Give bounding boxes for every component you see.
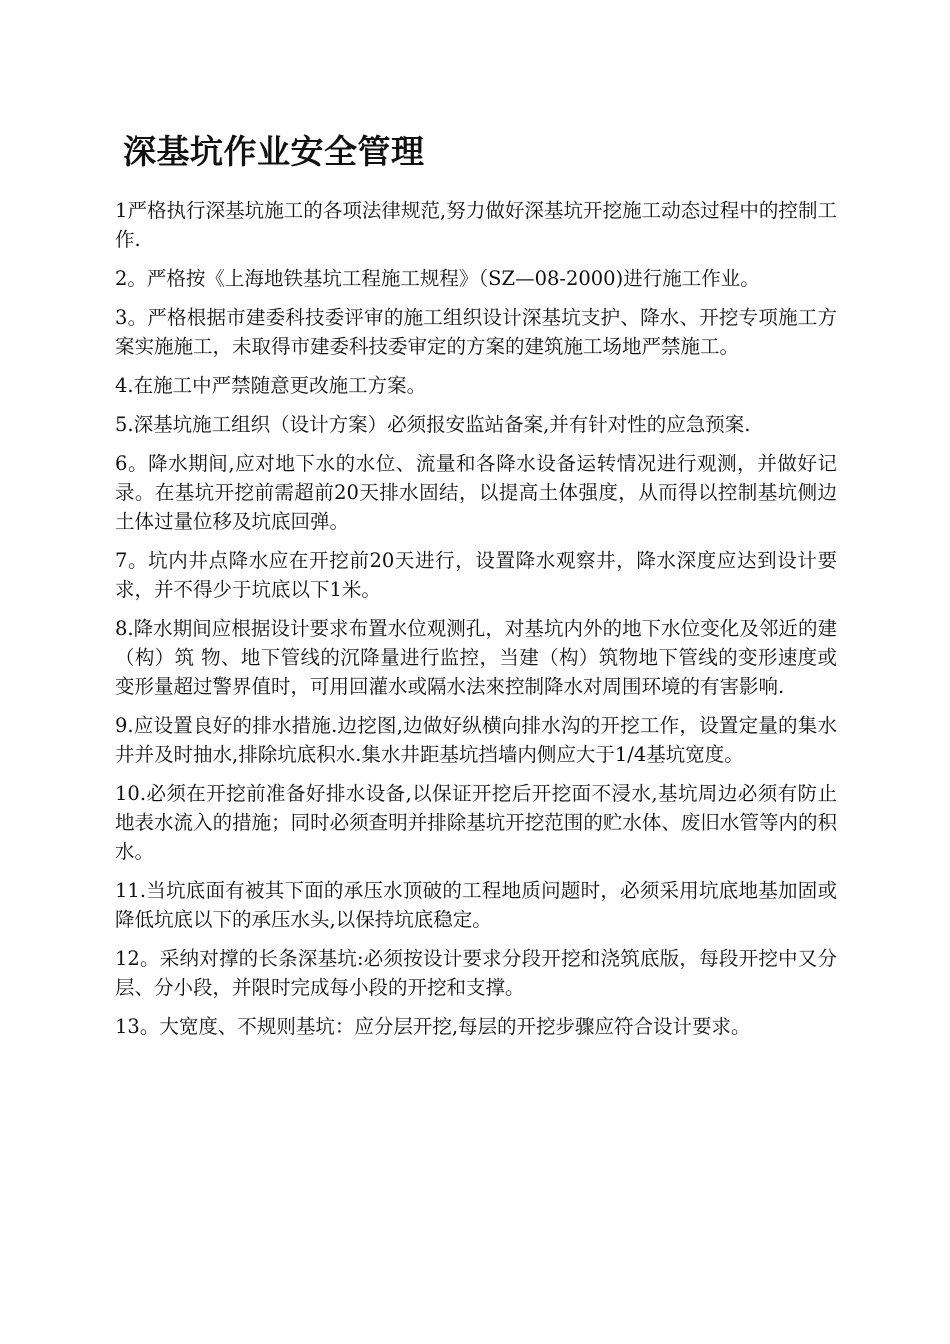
- paragraph-6: 6。降水期间,应对地下水的水位、流量和各降水设备运转情况进行观测，并做好记录。在基坑开挖前需超前20天排水固结，以提高土体强度，从而得以控制基坑侧边土体过量位移及坑底回弹。: [115, 452, 837, 533]
- paragraph-13: 13。大宽度、不规则基坑：应分层开挖,每层的开挖步骤应符合设计要求。: [115, 1015, 751, 1038]
- paragraph-4: 4.在施工中严禁随意更改施工方案。: [115, 374, 427, 397]
- document-title: 深基坑作业安全管理: [123, 132, 425, 171]
- paragraph-8: 8.降水期间应根据设计要求布置水位观测孔，对基坑内外的地下水位变化及邻近的建（构）筑 物、地下管线的沉降量进行监控，当建（构）筑物地下管线的变形速度或变形量超过警界值时，可用回灌水或隔水法來控制降水对周围环境的有害影响.: [115, 617, 837, 698]
- paragraph-2: 2。严格按《上海地铁基坑工程施工规程》（SZ—08-2000)进行施工作业。: [115, 267, 760, 290]
- paragraph-1: 1严格执行深基坑施工的各项法律规范,努力做好深基坑开挖施工动态过程中的控制工作.: [115, 199, 837, 251]
- paragraph-7: 7。坑内井点降水应在开挖前20天进行，设置降水观察井，降水深度应达到设计要求，并不得少于坑底以下1米。: [115, 549, 837, 601]
- paragraph-11: 11.当坑底面有被其下面的承压水顶破的工程地质问题时，必须采用坑底地基加固或降低坑底以下的承压水头,以保持坑底稳定。: [115, 879, 837, 931]
- paragraph-12: 12。采纳对撑的长条深基坑:必须按设计要求分段开挖和浇筑底版，每段开挖中又分层、分小段，并限时完成每小段的开挖和支撑。: [115, 947, 837, 999]
- paragraph-10: 10.必须在开挖前准备好排水设备,以保证开挖后开挖面不浸水,基坑周边必须有防止地表水流入的措施；同时必须查明并排除基坑开挖范围的贮水体、废旧水管等内的积水。: [115, 782, 837, 863]
- document-page: [115, 130, 837, 1051]
- paragraph-9: 9.应设置良好的排水措施.边挖图,边做好纵横向排水沟的开挖工作，设置定量的集水井并及时抽水,排除坑底积水.集水井距基坑挡墙内侧应大于1/4基坑宽度。: [115, 714, 837, 766]
- paragraph-5: 5.深基坑施工组织（设计方案）必须报安监站备案,并有针对性的应急预案.: [115, 413, 751, 436]
- paragraph-3: 3。严格根据市建委科技委评审的施工组织设计深基坑支护、降水、开挖专项施工方案实施施工，未取得市建委科技委审定的方案的建筑施工场地严禁施工。: [115, 306, 837, 358]
